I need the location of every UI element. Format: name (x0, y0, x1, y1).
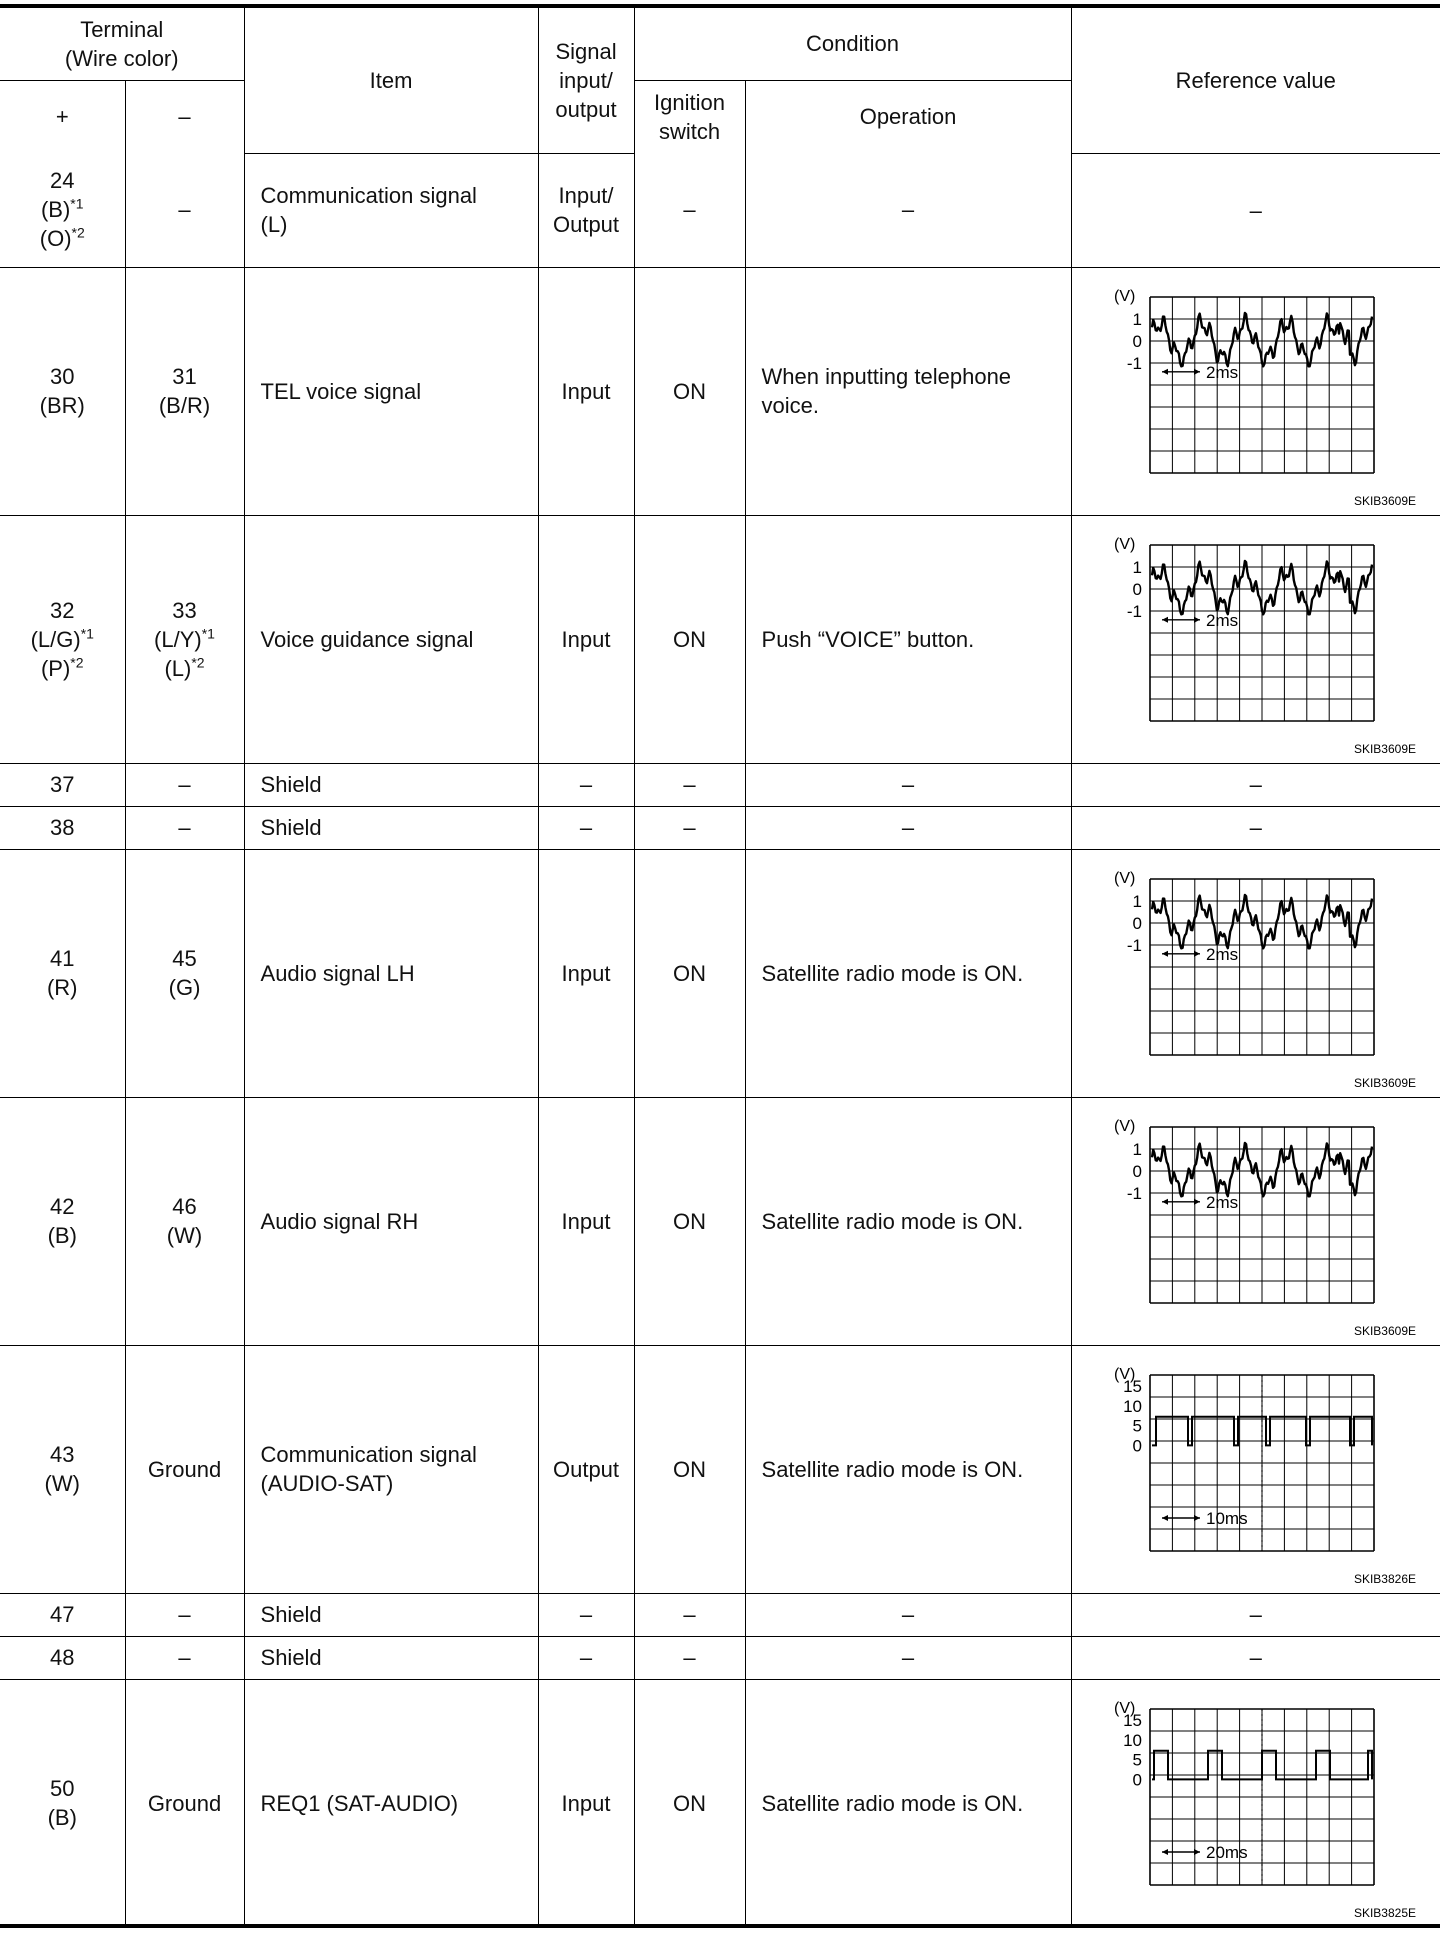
cell-terminal-plus: 43 (W) (0, 1345, 125, 1593)
table-row (0, 153, 1440, 267)
waveform-figure-code: SKIB3609E (1353, 1324, 1416, 1338)
cell-terminal-minus: – (125, 806, 244, 849)
cell-terminal-minus: – (125, 763, 244, 806)
cell-terminal-minus: 31 (B/R) (125, 267, 244, 515)
cell-ignition: ON (634, 1097, 745, 1345)
waveform-y-unit: (V) (1113, 1366, 1136, 1383)
cell-ignition: ON (634, 1679, 745, 1927)
waveform-figure-code: SKIB3826E (1353, 1572, 1416, 1586)
cell-terminal-plus: 42 (B) (0, 1097, 125, 1345)
table-row (0, 763, 1440, 806)
table-row (0, 515, 1440, 763)
waveform-y-tick: 1 (1132, 1140, 1142, 1159)
waveform-time-label: 2ms (1205, 1192, 1238, 1212)
cell-terminal-plus: 48 (0, 1636, 125, 1679)
waveform-chart (1086, 271, 1426, 511)
cell-ignition: – (634, 1636, 745, 1679)
waveform-y-tick: -1 (1126, 602, 1142, 621)
cell-operation: – (745, 1593, 1071, 1636)
cell-terminal-plus: 47 (0, 1593, 125, 1636)
cell-reference-value: – (1071, 763, 1440, 806)
cell-reference-value: – (1071, 1636, 1440, 1679)
cell-terminal-minus: – (125, 153, 244, 267)
waveform-y-unit: (V) (1113, 536, 1136, 553)
cell-terminal-minus: Ground (125, 1679, 244, 1927)
cell-terminal-plus: 32 $(L/G)^{*1}$ $(P)^{*2}$ (0, 515, 125, 763)
cell-terminal-minus: 46 (W) (125, 1097, 244, 1345)
cell-operation: Satellite radio mode is ON. (745, 1345, 1071, 1593)
table-row (0, 1636, 1440, 1679)
cell-reference-value (1071, 1345, 1440, 1593)
cell-reference-value: – (1071, 1593, 1440, 1636)
cell-operation: Push “VOICE” button. (745, 515, 1071, 763)
waveform-y-tick: 15 (1122, 1377, 1142, 1396)
cell-terminal-plus: 50 (B) (0, 1679, 125, 1927)
cell-signal-io: Input (538, 267, 634, 515)
cell-terminal-minus: 33 $(L/Y)^{*1}$ $(L)^{*2}$ (125, 515, 244, 763)
cell-signal-io: Output (538, 1345, 634, 1593)
table-row (0, 1679, 1440, 1927)
waveform-y-unit: (V) (1113, 1700, 1136, 1718)
waveform-y-tick: 0 (1132, 1770, 1142, 1790)
cell-signal-io: Input (538, 1679, 634, 1927)
cell-terminal-minus: – (125, 1636, 244, 1679)
header-operation: Operation (745, 80, 1071, 153)
cell-ignition: – (634, 763, 745, 806)
waveform-y-unit: (V) (1113, 870, 1136, 887)
cell-ignition: – (634, 153, 745, 267)
cell-reference-value: – (1071, 153, 1440, 267)
waveform-chart (1086, 519, 1426, 759)
waveform-time-label: 2ms (1205, 944, 1238, 964)
waveform-y-tick: 10 (1122, 1396, 1142, 1416)
cell-reference-value (1071, 849, 1440, 1097)
waveform-time-label: 2ms (1205, 610, 1238, 630)
cell-signal-io: – (538, 1636, 634, 1679)
cell-ignition: ON (634, 515, 745, 763)
cell-item: Audio signal LH (244, 849, 538, 1097)
cell-reference-value (1071, 515, 1440, 763)
table-row (0, 806, 1440, 849)
cell-item: Shield (244, 1636, 538, 1679)
waveform-time-label: 10ms (1205, 1509, 1248, 1528)
waveform-chart (1086, 1683, 1426, 1923)
cell-terminal-minus: – (125, 1593, 244, 1636)
cell-signal-io: – (538, 763, 634, 806)
cell-reference-value (1071, 1679, 1440, 1927)
cell-ignition: ON (634, 267, 745, 515)
table-row (0, 267, 1440, 515)
cell-ignition: – (634, 1593, 745, 1636)
cell-signal-io: Input/ Output (538, 153, 634, 267)
cell-reference-value (1071, 267, 1440, 515)
waveform-chart (1086, 1101, 1426, 1341)
cell-item: Voice guidance signal (244, 515, 538, 763)
waveform-figure-code: SKIB3609E (1353, 742, 1416, 756)
cell-terminal-plus: 30 (BR) (0, 267, 125, 515)
cell-reference-value (1071, 1097, 1440, 1345)
waveform-figure-code: SKIB3825E (1353, 1906, 1416, 1921)
cell-signal-io: – (538, 1593, 634, 1636)
cell-ignition: – (634, 806, 745, 849)
cell-operation: – (745, 763, 1071, 806)
waveform-y-tick: 0 (1132, 1162, 1142, 1181)
waveform-y-tick: 5 (1132, 1416, 1142, 1436)
waveform-y-unit: (V) (1113, 1118, 1136, 1135)
waveform-y-tick: -1 (1126, 1184, 1142, 1203)
cell-item: Communication signal (L) (244, 153, 538, 267)
cell-operation: When inputting telephone voice. (745, 267, 1071, 515)
waveform-y-tick: 5 (1132, 1750, 1142, 1770)
waveform-y-unit: (V) (1113, 288, 1136, 305)
header-ignition: Ignition switch (634, 80, 745, 153)
cell-item: Shield (244, 806, 538, 849)
table-row (0, 849, 1440, 1097)
cell-item: Shield (244, 1593, 538, 1636)
header-item: Item (244, 8, 538, 153)
waveform-y-tick: 1 (1132, 558, 1142, 577)
header-reference: Reference value (1071, 8, 1440, 153)
waveform-y-tick: -1 (1126, 354, 1142, 373)
terminal-spec-table (0, 8, 1440, 1927)
cell-operation: Satellite radio mode is ON. (745, 1679, 1071, 1927)
cell-terminal-plus: 37 (0, 763, 125, 806)
waveform-y-tick: 0 (1132, 580, 1142, 599)
cell-item: Communication signal (AUDIO-SAT) (244, 1345, 538, 1593)
cell-reference-value: – (1071, 806, 1440, 849)
cell-terminal-plus: 41 (R) (0, 849, 125, 1097)
cell-operation: – (745, 1636, 1071, 1679)
waveform-figure-code: SKIB3609E (1353, 494, 1416, 508)
cell-terminal-plus: 38 (0, 806, 125, 849)
waveform-y-tick: -1 (1126, 936, 1142, 955)
table-row (0, 1097, 1440, 1345)
waveform-y-tick: 15 (1122, 1711, 1142, 1731)
waveform-y-tick: 0 (1132, 1436, 1142, 1456)
cell-operation: Satellite radio mode is ON. (745, 849, 1071, 1097)
cell-operation: – (745, 806, 1071, 849)
waveform-y-tick: 10 (1122, 1731, 1142, 1751)
waveform-figure-code: SKIB3609E (1353, 1076, 1416, 1090)
cell-terminal-plus: 24 $(B)^{*1}$ $(O)^{*2}$ (0, 153, 125, 267)
cell-terminal-minus: Ground (125, 1345, 244, 1593)
cell-item: Audio signal RH (244, 1097, 538, 1345)
header-condition: Condition (634, 8, 1071, 80)
waveform-time-label: 2ms (1205, 362, 1238, 382)
cell-signal-io: Input (538, 515, 634, 763)
waveform-chart (1086, 853, 1426, 1093)
header-signal-io: Signal input/ output (538, 8, 634, 153)
cell-item: TEL voice signal (244, 267, 538, 515)
cell-operation: – (745, 153, 1071, 267)
header-row-1 (0, 8, 1440, 80)
cell-signal-io: – (538, 806, 634, 849)
waveform-y-tick: 1 (1132, 310, 1142, 329)
table-row (0, 1593, 1440, 1636)
cell-operation: Satellite radio mode is ON. (745, 1097, 1071, 1345)
cell-ignition: ON (634, 849, 745, 1097)
waveform-y-tick: 0 (1132, 332, 1142, 351)
cell-terminal-minus: 45 (G) (125, 849, 244, 1097)
table-row (0, 1345, 1440, 1593)
header-plus: + (0, 80, 125, 153)
header-minus: – (125, 80, 244, 153)
waveform-y-tick: 0 (1132, 914, 1142, 933)
waveform-y-tick: 1 (1132, 892, 1142, 911)
cell-item: REQ1 (SAT-AUDIO) (244, 1679, 538, 1927)
header-terminal: Terminal (Wire color) (0, 8, 244, 80)
cell-signal-io: Input (538, 849, 634, 1097)
cell-signal-io: Input (538, 1097, 634, 1345)
waveform-chart (1086, 1349, 1426, 1589)
cell-ignition: ON (634, 1345, 745, 1593)
waveform-time-label: 20ms (1205, 1843, 1248, 1863)
cell-item: Shield (244, 763, 538, 806)
